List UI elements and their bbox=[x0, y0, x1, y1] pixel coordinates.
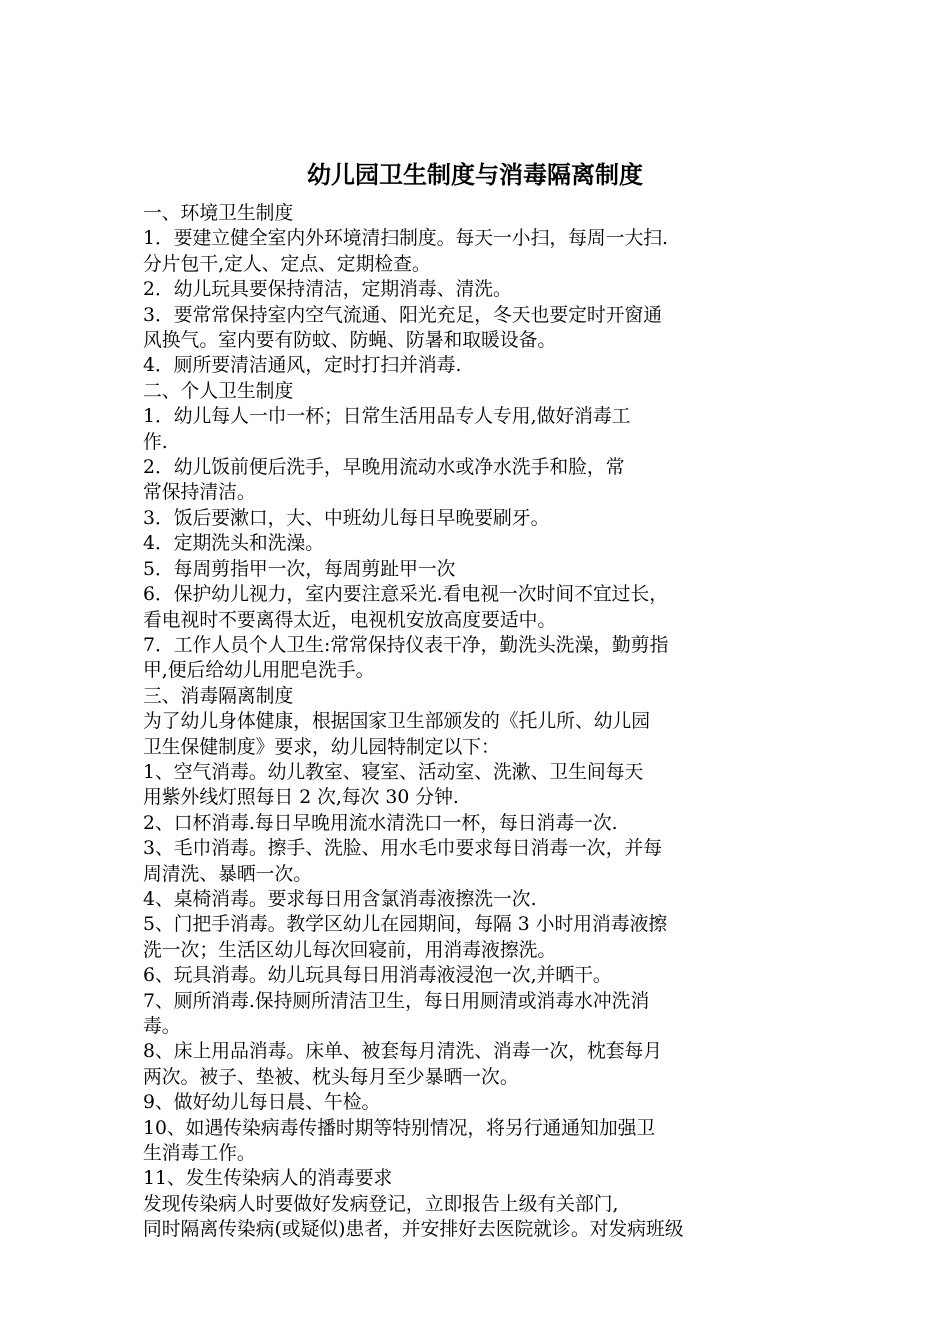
paragraph-line: 看电视时不要离得太近，电视机安放高度要适中。 bbox=[143, 609, 557, 631]
paragraph-line: 卫生保健制度》要求，幼儿园特制定以下： bbox=[143, 736, 500, 758]
paragraph-line: 7、厕所消毒.保持厕所清洁卫生，每日用厕清或消毒水冲洗消 bbox=[143, 990, 650, 1012]
paragraph-line: 常保持清洁。 bbox=[143, 482, 256, 504]
paragraph-line: 为了幼儿身体健康，根据国家卫生部颁发的《托儿所、幼儿园 bbox=[143, 711, 651, 733]
paragraph-line: 1．要建立健全室内外环境清扫制度。每天一小扫，每周一大扫. bbox=[143, 228, 669, 250]
paragraph-line: 6、玩具消毒。幼儿玩具每日用消毒液浸泡一次,并晒干。 bbox=[143, 965, 612, 987]
paragraph-line: 甲,便后给幼儿用肥皂洗手。 bbox=[143, 660, 375, 682]
paragraph-line: 同时隔离传染病(或疑似)患者，并安排好去医院就诊。对发病班级 bbox=[143, 1219, 684, 1241]
paragraph-line: 3．饭后要漱口，大、中班幼儿每日早晚要刷牙。 bbox=[143, 507, 550, 529]
paragraph-line: 6．保护幼儿视力，室内要注意采光.看电视一次时间不宜过长， bbox=[143, 584, 669, 606]
paragraph-line: 1、空气消毒。幼儿教室、寝室、活动室、洗漱、卫生间每天 bbox=[143, 761, 644, 783]
paragraph-line: 风换气。室内要有防蚊、防蝇、防暑和取暖设备。 bbox=[143, 330, 557, 352]
paragraph-line: 7．工作人员个人卫生:常常保持仪表干净，勤洗头洗澡，勤剪指 bbox=[143, 634, 669, 656]
section-heading: 二、个人卫生制度 bbox=[143, 380, 294, 402]
paragraph-line: 4．定期洗头和洗澡。 bbox=[143, 533, 324, 555]
paragraph-line: 5、门把手消毒。教学区幼儿在园期间，每隔 3 小时用消毒液擦 bbox=[143, 914, 668, 936]
paragraph-line: 发现传染病人时要做好发病登记，立即报告上级有关部门, bbox=[143, 1193, 619, 1215]
document-body bbox=[143, 201, 823, 1243]
paragraph-line: 9、做好幼儿每日晨、午检。 bbox=[143, 1092, 381, 1114]
document-title: 幼儿园卫生制度与消毒隔离制度 bbox=[307, 161, 643, 189]
paragraph-line: 洗一次；生活区幼儿每次回寝前，用消毒液擦洗。 bbox=[143, 939, 557, 961]
paragraph-line: 1．幼儿每人一巾一杯；日常生活用品专人专用,做好消毒工 bbox=[143, 406, 631, 428]
paragraph-line: 2、口杯消毒.每日早晚用流水清洗口一杯，每日消毒一次. bbox=[143, 812, 618, 834]
section-heading: 三、消毒隔离制度 bbox=[143, 685, 294, 707]
paragraph-line: 8、床上用品消毒。床单、被套每月清洗、消毒一次，枕套每月 bbox=[143, 1041, 663, 1063]
paragraph-line: 4、桌椅消毒。要求每日用含氯消毒液擦洗一次. bbox=[143, 888, 537, 910]
paragraph-line: 分片包干,定人、定点、定期检查。 bbox=[143, 253, 431, 275]
paragraph-line: 毒。 bbox=[143, 1016, 181, 1037]
paragraph-line: 周清洗、暴晒一次。 bbox=[143, 863, 313, 885]
paragraph-line: 10、如遇传染病毒传播时期等特别情况，将另行通通知加强卫 bbox=[143, 1117, 656, 1139]
paragraph-line: 2．幼儿饭前便后洗手，早晚用流动水或净水洗手和脸，常 bbox=[143, 457, 625, 479]
section-heading: 一、环境卫生制度 bbox=[143, 203, 294, 224]
paragraph-line: 作. bbox=[143, 431, 168, 453]
paragraph-line: 生消毒工作。 bbox=[143, 1143, 256, 1165]
paragraph-line: 5．每周剪指甲一次，每周剪趾甲一次 bbox=[143, 558, 456, 580]
paragraph-line: 两次。被子、垫被、枕头每月至少暴晒一次。 bbox=[143, 1066, 519, 1088]
paragraph-line: 2．幼儿玩具要保持清洁，定期消毒、清洗。 bbox=[143, 279, 512, 301]
paragraph-line: 用紫外线灯照每日 2 次,每次 30 分钟. bbox=[143, 787, 459, 809]
paragraph-line: 3、毛巾消毒。擦手、洗脸、用水毛巾要求每日消毒一次，并每 bbox=[143, 838, 663, 860]
paragraph-line: 3．要常常保持室内空气流通、阳光充足，冬天也要定时开窗通 bbox=[143, 304, 663, 326]
paragraph-line: 4．厕所要清洁通风，定时打扫并消毒. bbox=[143, 355, 462, 377]
paragraph-line: 11、发生传染病人的消毒要求 bbox=[143, 1168, 393, 1190]
